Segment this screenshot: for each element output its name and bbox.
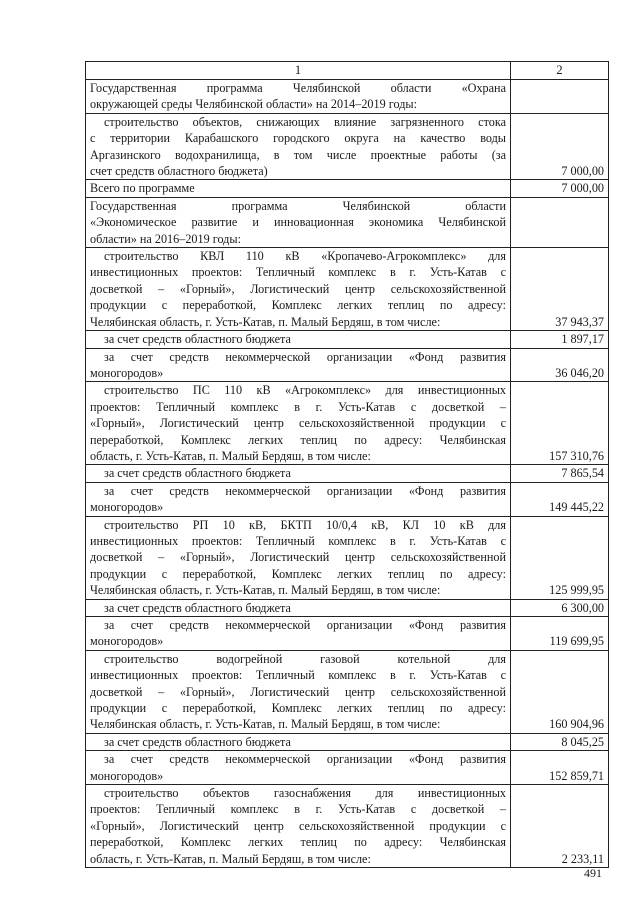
row-description bbox=[86, 734, 511, 750]
budget-table bbox=[85, 61, 609, 868]
row-amount-cell bbox=[511, 248, 608, 330]
description-line: досветкой – «Горный», Логистический центр сельскохозяйственной bbox=[90, 550, 506, 565]
table-row bbox=[86, 113, 608, 180]
description-line: моногородов» bbox=[90, 500, 164, 515]
table-row bbox=[86, 348, 608, 382]
amount-value: 7 000,00 bbox=[561, 181, 604, 196]
description-line: область, г. Усть-Катав, п. Малый Бердяш, в том числе: bbox=[90, 448, 371, 463]
row-description bbox=[86, 331, 511, 347]
description-line: продукции с переработкой, Комплекс легких теплиц по адресу: bbox=[90, 298, 506, 313]
description-line: за счет средств областного бюджета bbox=[104, 332, 291, 347]
row-amount-cell bbox=[511, 349, 608, 382]
description-line: окружающей среды Челябинской области» на 2014–2019 годы: bbox=[90, 97, 417, 112]
row-amount-cell bbox=[511, 734, 608, 750]
program-total-row bbox=[86, 179, 608, 196]
description-line: Государственная программа Челябинской области bbox=[90, 198, 506, 213]
table-row bbox=[86, 79, 608, 113]
table-row bbox=[86, 750, 608, 784]
table-row bbox=[86, 784, 608, 867]
row-description bbox=[86, 617, 511, 650]
description-line: за счет средств некоммерческой организации «Фонд развития bbox=[104, 752, 506, 767]
row-description bbox=[86, 198, 511, 247]
description-line: переработкой, Комплекс легких теплиц по адресу: Челябинская bbox=[90, 432, 506, 447]
row-amount-cell bbox=[511, 382, 608, 464]
description-line: переработкой, Комплекс легких теплиц по адресу: Челябинская bbox=[90, 835, 506, 850]
description-line: проектов: Тепличный комплекс в г. Усть-Катав с досветкой – bbox=[90, 802, 506, 817]
description-line: «Горный», Логистический центр сельскохозяйственной продукции с bbox=[90, 818, 506, 833]
row-description bbox=[86, 80, 511, 113]
row-amount-cell bbox=[511, 80, 608, 113]
description-line: досветкой – «Горный», Логистический центр сельскохозяйственной bbox=[90, 281, 506, 296]
row-amount-cell bbox=[511, 600, 608, 616]
description-line: счет средств областного бюджета) bbox=[90, 164, 268, 179]
amount-value: 119 699,95 bbox=[549, 634, 604, 649]
table-row bbox=[86, 381, 608, 464]
description-line: строительство объектов газоснабжения для инвестиционных bbox=[104, 786, 506, 801]
description-line: за счет средств некоммерческой организации «Фонд развития bbox=[104, 349, 506, 364]
amount-value: 149 445,22 bbox=[549, 500, 604, 515]
header-col-1: 1 bbox=[86, 62, 511, 79]
description-line: за счет средств областного бюджета bbox=[104, 734, 291, 749]
description-line: продукции с переработкой, Комплекс легких теплиц по адресу: bbox=[90, 566, 506, 581]
description-line: проектов: Тепличный комплекс в г. Усть-Катав с досветкой – bbox=[90, 399, 506, 414]
row-amount-cell bbox=[511, 114, 608, 180]
amount-value: 2 233,11 bbox=[561, 851, 604, 866]
row-description bbox=[86, 465, 511, 481]
amount-value: 7 865,54 bbox=[561, 466, 604, 481]
description-line: строительство водогрейной газовой котельной для bbox=[104, 651, 506, 666]
description-line: Челябинская область, г. Усть-Катав, п. Малый Бердяш, в том числе: bbox=[90, 314, 441, 329]
row-amount-cell bbox=[511, 483, 608, 516]
row-description bbox=[86, 517, 511, 599]
description-line: за счет средств областного бюджета bbox=[104, 466, 291, 481]
table-row bbox=[86, 464, 608, 481]
row-amount-cell bbox=[511, 751, 608, 784]
description-line: строительство РП 10 кВ, БКТП 10/0,4 кВ, КЛ 10 кВ для bbox=[104, 517, 506, 532]
table-row bbox=[86, 650, 608, 733]
description-line: Аргазинского водохранилища, в том числе проектные работы (за bbox=[90, 147, 506, 162]
description-line: моногородов» bbox=[90, 768, 164, 783]
description-line: за счет средств областного бюджета bbox=[104, 600, 291, 615]
table-header-row bbox=[86, 62, 608, 79]
row-amount-cell bbox=[511, 198, 608, 247]
row-description bbox=[86, 382, 511, 464]
description-line: инвестиционных проектов: Тепличный комплекс в г. Усть-Катав с bbox=[90, 265, 506, 280]
row-description bbox=[86, 114, 511, 180]
description-line: моногородов» bbox=[90, 634, 164, 649]
amount-value: 152 859,71 bbox=[549, 768, 604, 783]
row-description bbox=[86, 349, 511, 382]
description-line: Всего по программе bbox=[90, 181, 195, 196]
amount-value: 1 897,17 bbox=[561, 332, 604, 347]
description-line: досветкой – «Горный», Логистический центр сельскохозяйственной bbox=[90, 684, 506, 699]
description-line: область, г. Усть-Катав, п. Малый Бердяш, в том числе: bbox=[90, 851, 371, 866]
row-amount-cell bbox=[511, 617, 608, 650]
header-col-2: 2 bbox=[556, 63, 563, 77]
row-description bbox=[86, 600, 511, 616]
table-row bbox=[86, 330, 608, 347]
description-line: продукции с переработкой, Комплекс легких теплиц по адресу: bbox=[90, 701, 506, 716]
description-line: области» на 2016–2019 годы: bbox=[90, 231, 241, 246]
amount-value: 157 310,76 bbox=[549, 448, 604, 463]
row-description bbox=[86, 751, 511, 784]
table-row bbox=[86, 197, 608, 247]
amount-value: 125 999,95 bbox=[549, 583, 604, 598]
row-amount-cell bbox=[511, 651, 608, 733]
row-description bbox=[86, 483, 511, 516]
description-line: моногородов» bbox=[90, 365, 164, 380]
description-line: строительство ПС 110 кВ «Агрокомплекс» для инвестиционных bbox=[104, 383, 506, 398]
table-row bbox=[86, 482, 608, 516]
description-line: Государственная программа Челябинской области «Охрана bbox=[90, 81, 506, 95]
description-line: строительство объектов, снижающих влияние загрязненного стока bbox=[104, 114, 506, 129]
description-line: инвестиционных проектов: Тепличный комплекс в г. Усть-Катав с bbox=[90, 533, 506, 548]
description-line: за счет средств некоммерческой организации «Фонд развития bbox=[104, 483, 506, 498]
table-row bbox=[86, 616, 608, 650]
table-row bbox=[86, 516, 608, 599]
description-line: инвестиционных проектов: Тепличный комплекс в г. Усть-Катав с bbox=[90, 668, 506, 683]
description-line: «Экономическое развитие и инновационная экономика Челябинской bbox=[90, 215, 506, 230]
amount-value: 7 000,00 bbox=[561, 164, 604, 179]
row-amount-cell bbox=[511, 517, 608, 599]
page-number: 491 bbox=[584, 866, 602, 880]
amount-value: 160 904,96 bbox=[549, 717, 604, 732]
description-line: Челябинская область, г. Усть-Катав, п. Малый Бердяш, в том числе: bbox=[90, 583, 441, 598]
row-description bbox=[86, 248, 511, 330]
description-line: Челябинская область, г. Усть-Катав, п. Малый Бердяш, в том числе: bbox=[90, 717, 441, 732]
amount-value: 6 300,00 bbox=[561, 600, 604, 615]
row-description bbox=[86, 180, 511, 196]
description-line: строительство КВЛ 110 кВ «Кропачево-Агрокомплекс» для bbox=[104, 249, 506, 264]
table-row bbox=[86, 599, 608, 616]
amount-value: 8 045,25 bbox=[561, 734, 604, 749]
description-line: с территории Карабашского городского округа на качество воды bbox=[90, 131, 506, 146]
table-row bbox=[86, 247, 608, 330]
row-amount-cell bbox=[511, 465, 608, 481]
row-amount-cell bbox=[511, 785, 608, 867]
amount-value: 37 943,37 bbox=[555, 314, 604, 329]
row-amount-cell bbox=[511, 180, 608, 196]
description-line: за счет средств некоммерческой организации «Фонд развития bbox=[104, 618, 506, 632]
row-description bbox=[86, 651, 511, 733]
row-amount-cell bbox=[511, 331, 608, 347]
table-row bbox=[86, 733, 608, 750]
row-description bbox=[86, 785, 511, 867]
description-line: «Горный», Логистический центр сельскохозяйственной продукции с bbox=[90, 416, 506, 431]
amount-value: 36 046,20 bbox=[555, 365, 604, 380]
